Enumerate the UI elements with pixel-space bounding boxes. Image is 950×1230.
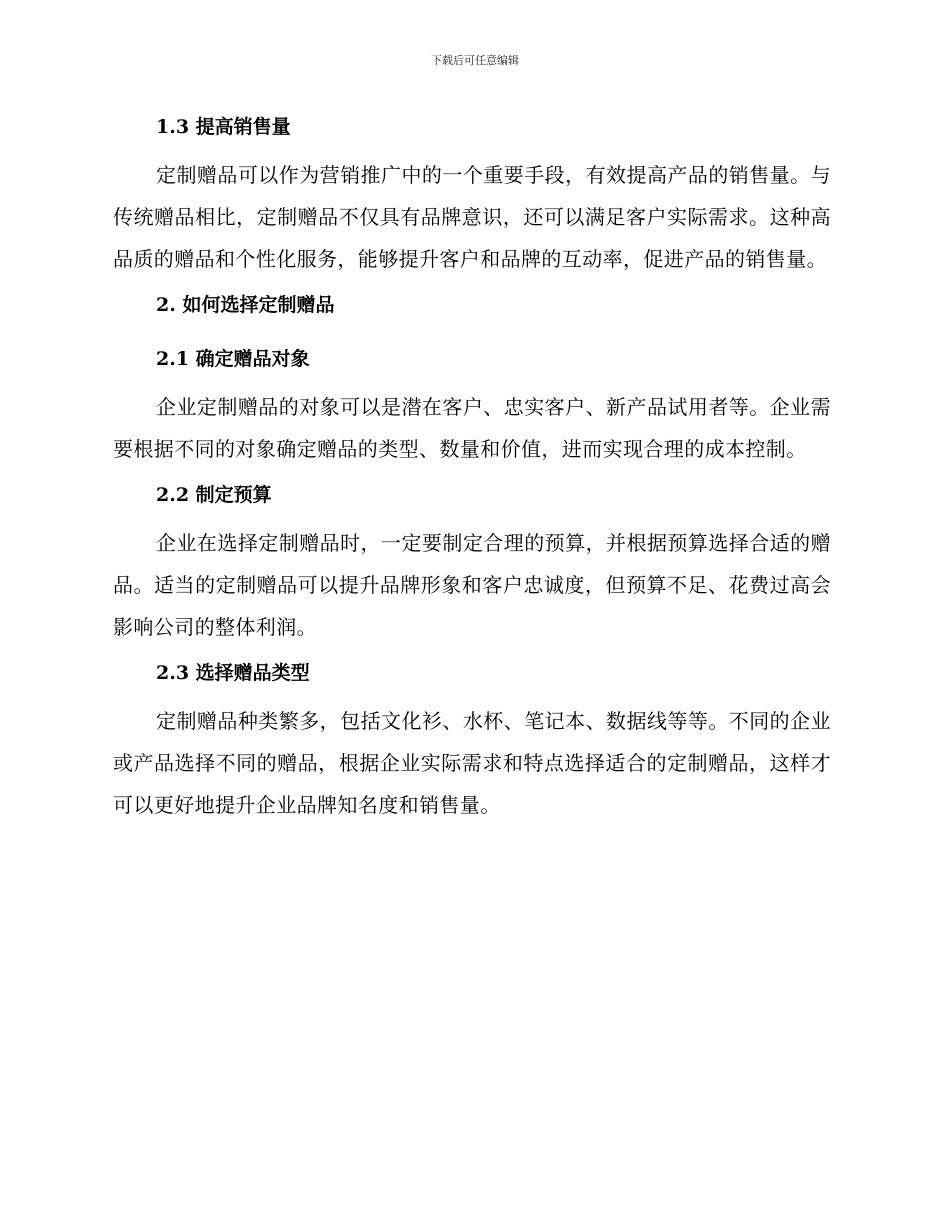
section-heading-2: 2. 如何选择定制赠品	[156, 294, 335, 316]
section-paragraph-2-3: 定制赠品种类繁多，包括文化衫、水杯、笔记本、数据线等等。不同的企业或产品选择不同的赠品，根据企业实际需求和特点选择适合的定制赠品，这样才可以更好地提升企业品牌知名度和销售量。	[113, 709, 831, 817]
document-body	[113, 112, 831, 826]
section-heading-2-1: 2.1 确定赠品对象	[156, 348, 310, 370]
section-paragraph-2-1: 企业定制赠品的对象可以是潜在客户、忠实客户、新产品试用者等。企业需要根据不同的对象确定赠品的类型、数量和价值，进而实现合理的成本控制。	[113, 395, 831, 461]
section-heading-1-3: 1.3 提高销售量	[156, 116, 291, 138]
section-paragraph-2-2: 企业在选择定制赠品时，一定要制定合理的预算，并根据预算选择合适的赠品。适当的定制赠品可以提升品牌形象和客户忠诚度，但预算不足、花费过高会影响公司的整体利润。	[113, 531, 831, 639]
section-heading-2-3: 2.3 选择赠品类型	[156, 662, 310, 684]
section-paragraph-1-3: 定制赠品可以作为营销推广中的一个重要手段，有效提高产品的销售量。与传统赠品相比，定制赠品不仅具有品牌意识，还可以满足客户实际需求。这种高品质的赠品和个性化服务，能够提升客户和品牌的互动率，促进产品的销售量。	[113, 163, 831, 271]
section-heading-2-2: 2.2 制定预算	[156, 484, 272, 506]
page-header-note: 下载后可任意编辑	[431, 54, 519, 67]
